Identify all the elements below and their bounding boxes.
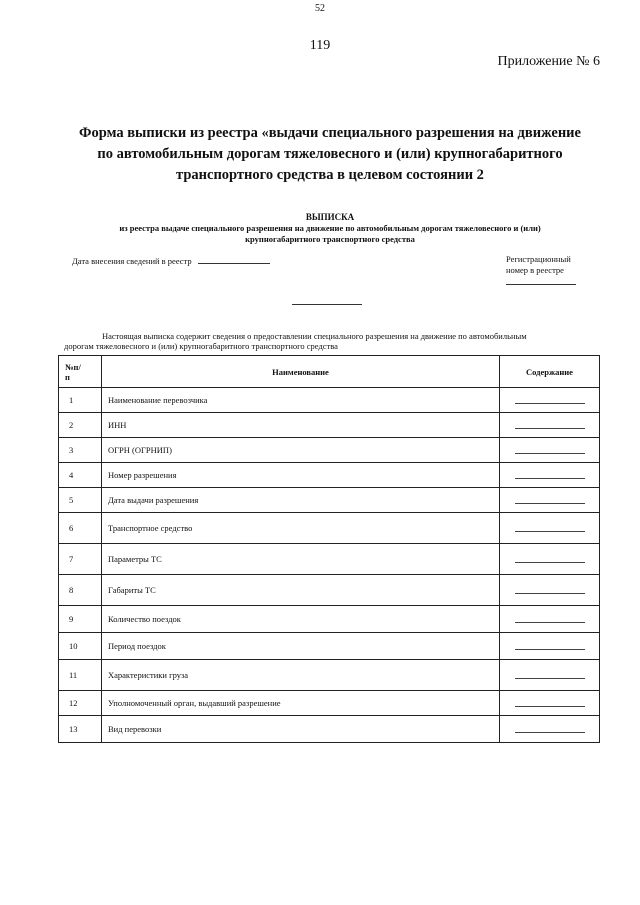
- row-content[interactable]: [500, 513, 600, 544]
- row-name: Габариты ТС: [102, 575, 500, 606]
- table-row: [59, 575, 600, 606]
- appendix-label: Приложение № 6: [497, 54, 600, 69]
- extract-heading: ВЫПИСКА: [305, 212, 355, 222]
- table-row: [59, 716, 600, 743]
- table-row: [59, 388, 600, 413]
- blank-line: [515, 670, 585, 679]
- row-number: 12: [59, 691, 102, 716]
- blank-line: [515, 495, 585, 504]
- row-name: Количество поездок: [102, 606, 500, 633]
- row-number: 13: [59, 716, 102, 743]
- row-name: Наименование перевозчика: [102, 388, 500, 413]
- table-row: [59, 606, 600, 633]
- row-number: 7: [59, 544, 102, 575]
- date-input-line[interactable]: [198, 255, 270, 264]
- row-name: Уполномоченный орган, выдавший разрешение: [102, 691, 500, 716]
- row-name: Характеристики груза: [102, 660, 500, 691]
- row-number: 2: [59, 413, 102, 438]
- table-row: [59, 488, 600, 513]
- row-name: Номер разрешения: [102, 463, 500, 488]
- intro-line: Настоящая выписка содержит сведения о предоставлении специального разрешения на движение по автомобильным: [102, 331, 527, 341]
- row-number: 10: [59, 633, 102, 660]
- table-row: [59, 544, 600, 575]
- row-content[interactable]: [500, 488, 600, 513]
- row-name: Транспортное средство: [102, 513, 500, 544]
- table-row: [59, 463, 600, 488]
- row-content[interactable]: [500, 388, 600, 413]
- page-number: 119: [309, 38, 331, 53]
- row-number: 11: [59, 660, 102, 691]
- row-content[interactable]: [500, 716, 600, 743]
- row-number: 4: [59, 463, 102, 488]
- form-title: [60, 123, 600, 186]
- header-number: [59, 356, 102, 388]
- registration-label: Регистрационный: [506, 254, 571, 264]
- header-number-line: п: [65, 371, 70, 382]
- row-content[interactable]: [500, 575, 600, 606]
- header-number-line: №п/: [65, 361, 81, 372]
- row-name: Параметры ТС: [102, 544, 500, 575]
- row-name: Период поездок: [102, 633, 500, 660]
- blank-line: [515, 420, 585, 429]
- table-header-row: [59, 356, 600, 388]
- header-content: Содержание: [500, 356, 600, 388]
- row-name: Дата выдачи разрешения: [102, 488, 500, 513]
- blank-line: [515, 585, 585, 594]
- row-number: 6: [59, 513, 102, 544]
- extract-subtitle-line: крупногабаритного транспортного средства: [245, 234, 415, 244]
- intro-line: дорогам тяжеловесного и (или) крупногабаритного транспортного средства: [64, 341, 338, 351]
- blank-line: [515, 445, 585, 454]
- form-title-line: по автомобильным дорогам тяжеловесного и (или) крупногабаритного: [97, 146, 563, 162]
- row-name: Вид перевозки: [102, 716, 500, 743]
- blank-line: [515, 395, 585, 404]
- row-name: ИНН: [102, 413, 500, 438]
- extract-subtitle-line: из реестра выдаче специального разрешения на движение по автомобильным дорогам тяжеловесного и (или): [119, 223, 541, 233]
- date-label: Дата внесения сведений в реестр: [72, 256, 192, 266]
- table-row: [59, 691, 600, 716]
- table-row: [59, 513, 600, 544]
- row-content[interactable]: [500, 413, 600, 438]
- blank-line: [515, 698, 585, 707]
- row-content[interactable]: [500, 691, 600, 716]
- row-content[interactable]: [500, 660, 600, 691]
- table-row: [59, 660, 600, 691]
- form-title-line: транспортного средства в целевом состоянии 2: [176, 167, 484, 183]
- blank-line: [515, 641, 585, 650]
- row-number: 8: [59, 575, 102, 606]
- row-content[interactable]: [500, 438, 600, 463]
- blank-line: [515, 724, 585, 733]
- registration-input-line[interactable]: [506, 278, 576, 285]
- top-page-number: 52: [315, 3, 325, 14]
- row-content[interactable]: [500, 544, 600, 575]
- row-number: 3: [59, 438, 102, 463]
- row-number: 1: [59, 388, 102, 413]
- table-row: [59, 633, 600, 660]
- row-number: 5: [59, 488, 102, 513]
- registration-label: номер в реестре: [506, 265, 564, 275]
- header-name: Наименование: [102, 356, 500, 388]
- date-field: [72, 255, 270, 266]
- row-name: ОГРН (ОГРНИП): [102, 438, 500, 463]
- table-row: [59, 438, 600, 463]
- row-number: 9: [59, 606, 102, 633]
- registration-field: [506, 254, 576, 285]
- intro-paragraph: [64, 331, 594, 351]
- blank-line: [515, 554, 585, 563]
- row-content[interactable]: [500, 633, 600, 660]
- table-row: [59, 413, 600, 438]
- extract-heading-block: [60, 212, 600, 245]
- row-content[interactable]: [500, 606, 600, 633]
- signature-line[interactable]: [292, 304, 362, 305]
- registry-table: [58, 355, 600, 743]
- form-title-line: Форма выписки из реестра «выдачи специального разрешения на движение: [79, 125, 581, 141]
- row-content[interactable]: [500, 463, 600, 488]
- blank-line: [515, 614, 585, 623]
- blank-line: [515, 470, 585, 479]
- blank-line: [515, 523, 585, 532]
